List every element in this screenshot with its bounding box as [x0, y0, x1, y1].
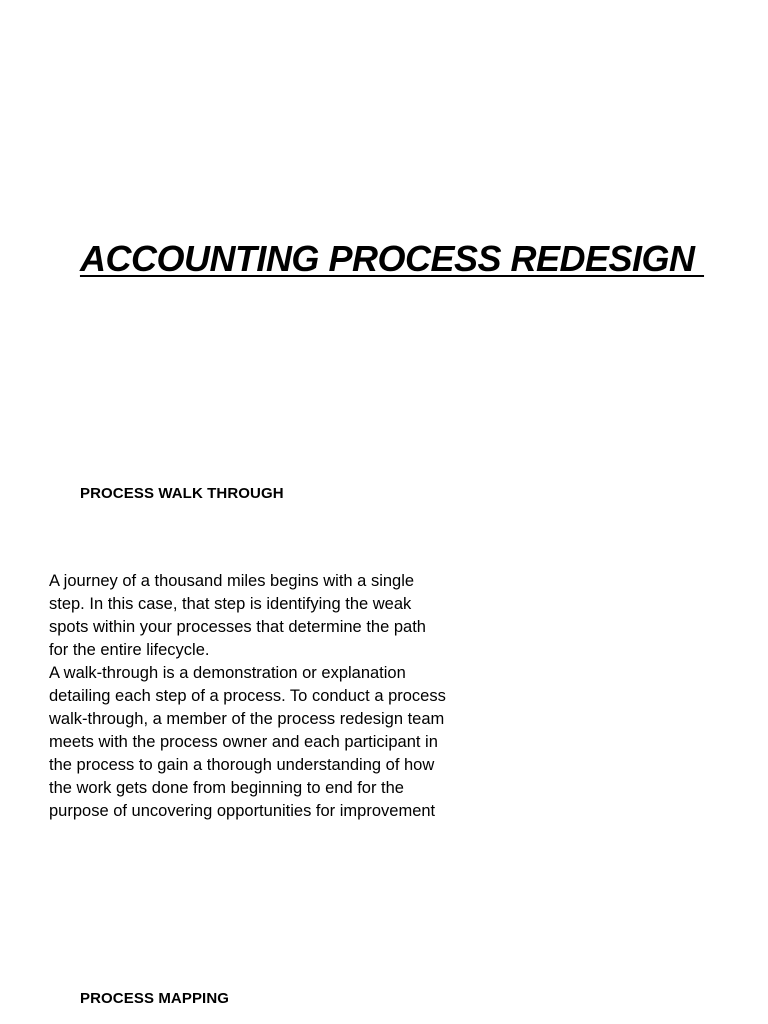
paragraph: A journey of a thousand miles begins with a single step. In this case, that step is identifying the weak spots within your processes that determine the path for the entire lifecycle.: [49, 572, 426, 659]
section-body-process-walk-through: [49, 570, 449, 823]
section-heading-process-mapping: PROCESS MAPPING: [80, 990, 230, 1007]
document-title: ACCOUNTING PROCESS REDESIGN: [79, 238, 705, 279]
section-heading-process-walk-through: PROCESS WALK THROUGH: [80, 485, 284, 502]
paragraph: A walk-through is a demonstration or explanation detailing each step of a process. To conduct a process walk-through, a member of the process redesign team meets with the process owner and each participant in the process to gain a thorough understanding of how the work gets done from beginning to end for the purpose of uncovering opportunities for improvement: [49, 664, 446, 820]
